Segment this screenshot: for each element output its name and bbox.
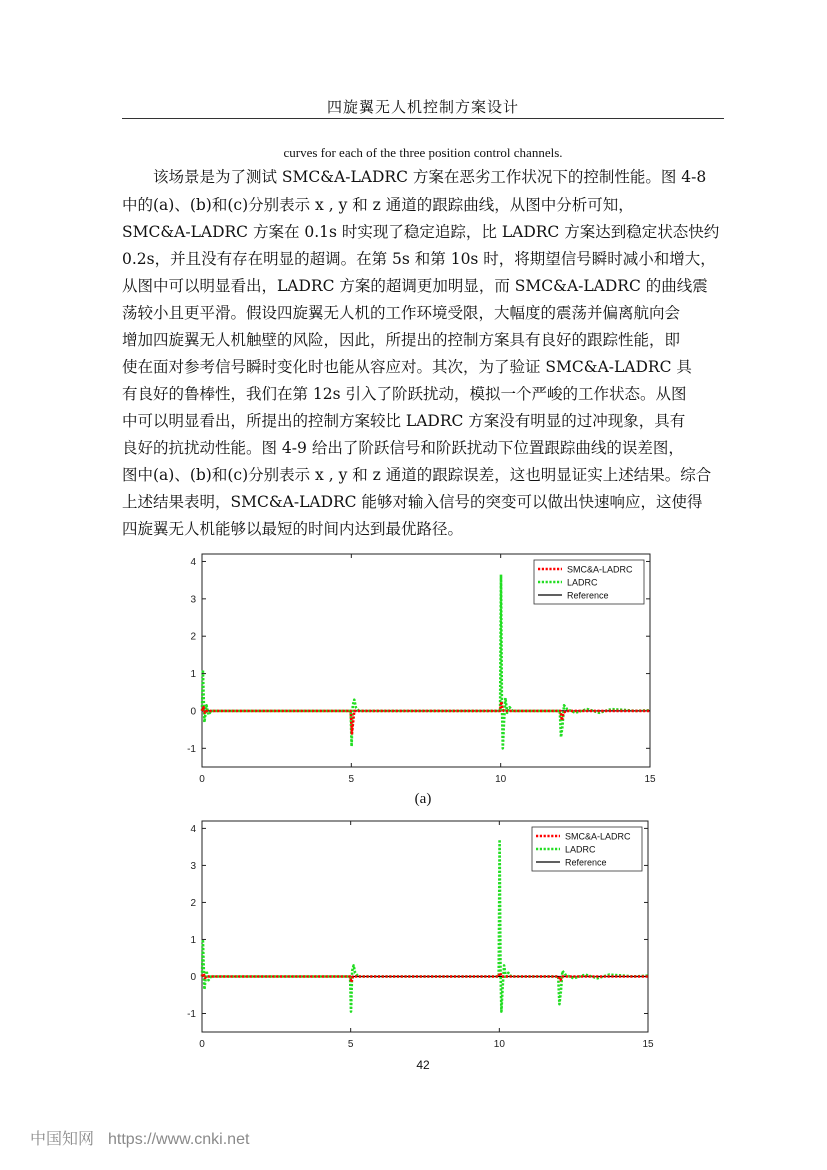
legend-entry: LADRC (565, 844, 596, 855)
x-tick-label: 10 (495, 774, 507, 785)
y-tick-label: 0 (190, 971, 196, 983)
x-tick-label: 5 (348, 774, 355, 785)
paragraph-line: 0.2s，并且没有存在明显的超调。在第 5s 和第 10s 时，将期望信号瞬时减小和增大， (122, 250, 716, 268)
paragraph-line: 增加四旋翼无人机触壁的风险，因此，所提出的控制方案具有良好的跟踪性能，即 (122, 331, 681, 349)
legend-entry: SMC&A-LADRC (565, 831, 631, 842)
y-tick-label: 3 (190, 594, 196, 606)
legend-entry: Reference (565, 857, 607, 868)
y-tick-label: -1 (187, 1008, 196, 1020)
legend-entry: SMC&A-LADRC (567, 564, 633, 575)
paragraph-line: 上述结果表明，SMC&A-LADRC 能够对输入信号的突变可以做出快速响应，这使得 (122, 493, 703, 511)
figure-a-chart (180, 548, 660, 788)
x-tick-label: 5 (347, 1039, 354, 1050)
paragraph-line: 从图中可以明显看出，LADRC 方案的超调更加明显，而 SMC&A-LADRC 的曲线震 (122, 277, 708, 295)
paragraph-line: SMC&A-LADRC 方案在 0.1s 时实现了稳定追踪，比 LADRC 方案达到稳定状态快约 (122, 223, 720, 241)
legend (534, 560, 644, 604)
y-tick-label: 0 (190, 706, 196, 718)
x-tick-label: 15 (644, 774, 656, 785)
watermark-url: https://www.cnki.net (108, 1131, 250, 1148)
x-tick-label: 0 (199, 774, 205, 785)
y-tick-label: 2 (190, 631, 196, 643)
paragraph-line: 该场景是为了测试 SMC&A-LADRC 方案在恶劣工作状况下的控制性能。图 4-8 (122, 168, 707, 186)
paragraph-line: 四旋翼无人机能够以最短的时间内达到最优路径。 (122, 520, 464, 538)
x-tick-label: 15 (642, 1039, 654, 1050)
header-rule (122, 118, 724, 119)
figure-b-chart (180, 815, 660, 1053)
legend-entry: Reference (567, 590, 609, 601)
y-tick-label: 3 (190, 860, 196, 872)
caption-continuation: curves for each of the three position control channels. (283, 145, 563, 160)
running-header: 四旋翼无人机控制方案设计 (326, 98, 519, 116)
paragraph-line: 有良好的鲁棒性，我们在第 12s 引入了阶跃扰动，模拟一个严峻的工作状态。从图 (122, 385, 687, 403)
x-tick-label: 0 (199, 1039, 205, 1050)
watermark (30, 1126, 249, 1149)
paragraph-line: 使在面对参考信号瞬时变化时也能从容应对。其次，为了验证 SMC&A-LADRC 具 (122, 358, 692, 376)
y-tick-label: 2 (190, 897, 196, 909)
paragraph-line: 良好的抗扰动性能。图 4-9 给出了阶跃信号和阶跃扰动下位置跟踪曲线的误差图， (122, 439, 684, 457)
page-number: 42 (416, 1058, 430, 1072)
paragraph-line: 荡较小且更平滑。假设四旋翼无人机的工作环境受限，大幅度的震荡并偏离航向会 (122, 304, 681, 322)
y-tick-label: 4 (190, 823, 196, 835)
legend-entry: LADRC (567, 577, 598, 588)
y-tick-label: 1 (190, 669, 196, 681)
watermark-site: 中国知网 (30, 1129, 95, 1148)
y-tick-label: 4 (190, 556, 196, 568)
paragraph-line: 图中(a)、(b)和(c)分别表示 x , y 和 z 通道的跟踪误差，这也明显证实上述结果。综合 (122, 466, 712, 484)
paragraph-line: 中的(a)、(b)和(c)分别表示 x , y 和 z 通道的跟踪曲线，从图中分析可知， (122, 196, 634, 214)
y-tick-label: 1 (190, 934, 196, 946)
paragraph-line: 中可以明显看出，所提出的控制方案较比 LADRC 方案没有明显的过冲现象，具有 (122, 412, 686, 430)
x-tick-label: 10 (493, 1039, 505, 1050)
figure-a-label: (a) (414, 791, 432, 807)
y-tick-label: -1 (187, 743, 196, 755)
legend (532, 827, 642, 871)
